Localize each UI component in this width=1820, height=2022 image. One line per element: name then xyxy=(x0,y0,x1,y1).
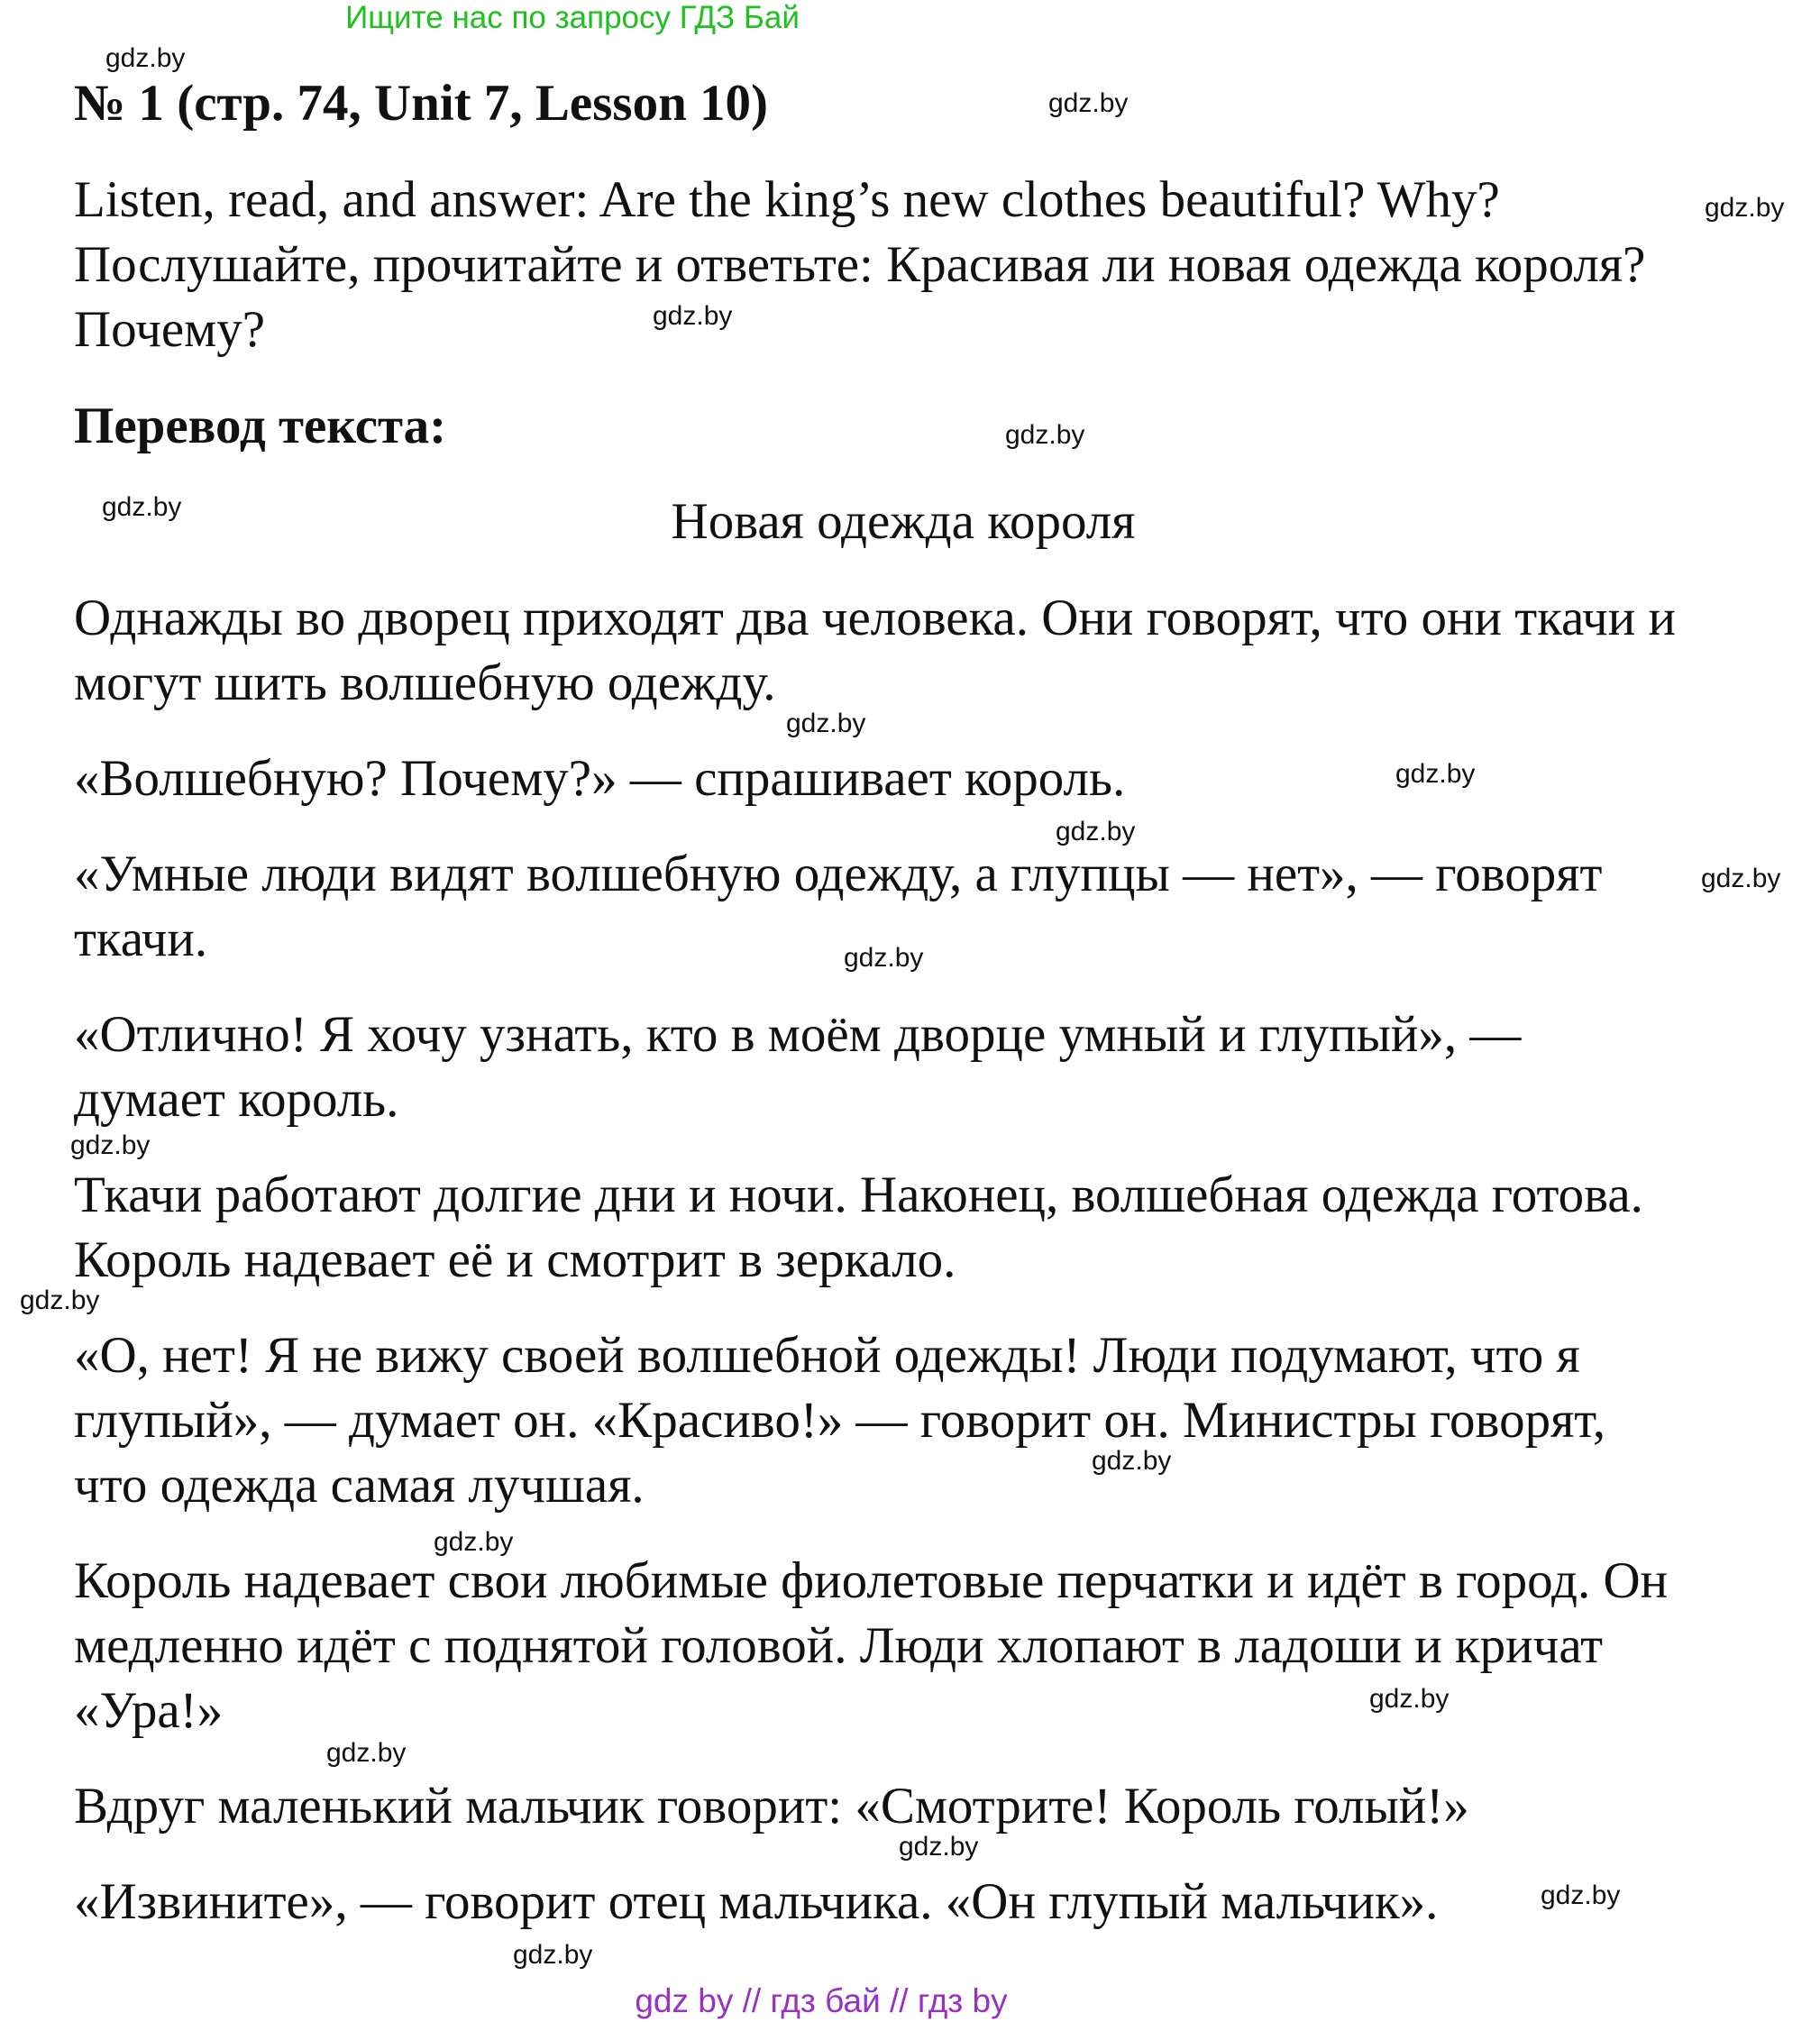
paragraph-5-line-2: Король надевает её и смотрит в зеркало. xyxy=(74,1231,956,1288)
watermark: gdz.by xyxy=(1092,1446,1172,1476)
paragraph-7-line-3: «Ура!» xyxy=(74,1682,224,1739)
watermark: gdz.by xyxy=(102,492,182,522)
task-russian-line-2: Почему? xyxy=(74,301,266,358)
paragraph-8-line-1: Вдруг маленький мальчик говорит: «Смотрите! Король голый!» xyxy=(74,1778,1469,1834)
watermark: gdz.by xyxy=(70,1130,151,1160)
watermark: gdz.by xyxy=(1541,1880,1621,1910)
watermark: gdz.by xyxy=(786,709,866,738)
watermark: gdz.by xyxy=(844,943,924,973)
paragraph-5-line-1: Ткачи работают долгие дни и ночи. Наконец, волшебная одежда готова. xyxy=(74,1167,1643,1223)
watermark: gdz.by xyxy=(1369,1684,1450,1714)
paragraph-4-line-2: думает король. xyxy=(74,1071,399,1128)
watermark: gdz.by xyxy=(105,43,186,73)
paragraph-7-line-2: медленно идёт с поднятой головой. Люди хлопают в ладоши и кричат xyxy=(74,1617,1604,1674)
watermark: gdz.by xyxy=(20,1285,100,1315)
paragraph-6-line-2: глупый», — думает он. «Красиво!» — говорит он. Министры говорят, xyxy=(74,1392,1606,1449)
watermark: gdz.by xyxy=(513,1940,593,1970)
translation-label: Перевод текста: xyxy=(74,398,447,454)
paragraph-4-line-1: «Отлично! Я хочу узнать, кто в моём дворце умный и глупый», — xyxy=(74,1006,1522,1063)
watermark: gdz.by xyxy=(434,1527,514,1557)
paragraph-7-line-1: Король надевает свои любимые фиолетовые перчатки и идёт в город. Он xyxy=(74,1552,1669,1609)
paragraph-2-line-1: «Волшебную? Почему?» — спрашивает король. xyxy=(74,750,1126,807)
watermark: gdz.by xyxy=(653,301,733,331)
paragraph-9-line-1: «Извините», — говорит отец мальчика. «Он глупый мальчик». xyxy=(74,1873,1439,1930)
watermark: gdz.by xyxy=(1701,864,1781,893)
paragraph-6-line-1: «О, нет! Я не вижу своей волшебной одежды! Люди подумают, что я xyxy=(74,1327,1580,1384)
footer-links[interactable]: gdz by // гдз бай // гдз by xyxy=(635,1982,1008,2019)
paragraph-3-line-1: «Умные люди видят волшебную одежду, а глупцы — нет», — говорят xyxy=(74,846,1603,902)
paragraph-3-line-2: ткачи. xyxy=(74,910,208,967)
watermark: gdz.by xyxy=(326,1738,407,1768)
exercise-heading: № 1 (стр. 74, Unit 7, Lesson 10) xyxy=(74,75,769,132)
watermark: gdz.by xyxy=(1056,817,1136,846)
task-russian-line-1: Послушайте, прочитайте и ответьте: Красивая ли новая одежда короля? xyxy=(74,236,1646,293)
watermark: gdz.by xyxy=(1705,193,1785,223)
watermark: gdz.by xyxy=(1048,88,1129,118)
paragraph-1-line-2: могут шить волшебную одежду. xyxy=(74,654,776,711)
paragraph-6-line-3: что одежда самая лучшая. xyxy=(74,1457,645,1514)
watermark: gdz.by xyxy=(1395,759,1476,789)
watermark: gdz.by xyxy=(1005,420,1085,450)
paragraph-1-line-1: Однажды во дворец приходят два человека. Они говорят, что они ткачи и xyxy=(74,590,1676,646)
top-banner-link[interactable]: Ищите нас по запросу ГДЗ Бай xyxy=(345,0,800,35)
watermark: gdz.by xyxy=(899,1832,979,1862)
story-title: Новая одежда короля xyxy=(671,493,1136,550)
task-english: Listen, read, and answer: Are the king’s new clothes beautiful? Why? xyxy=(74,171,1500,228)
